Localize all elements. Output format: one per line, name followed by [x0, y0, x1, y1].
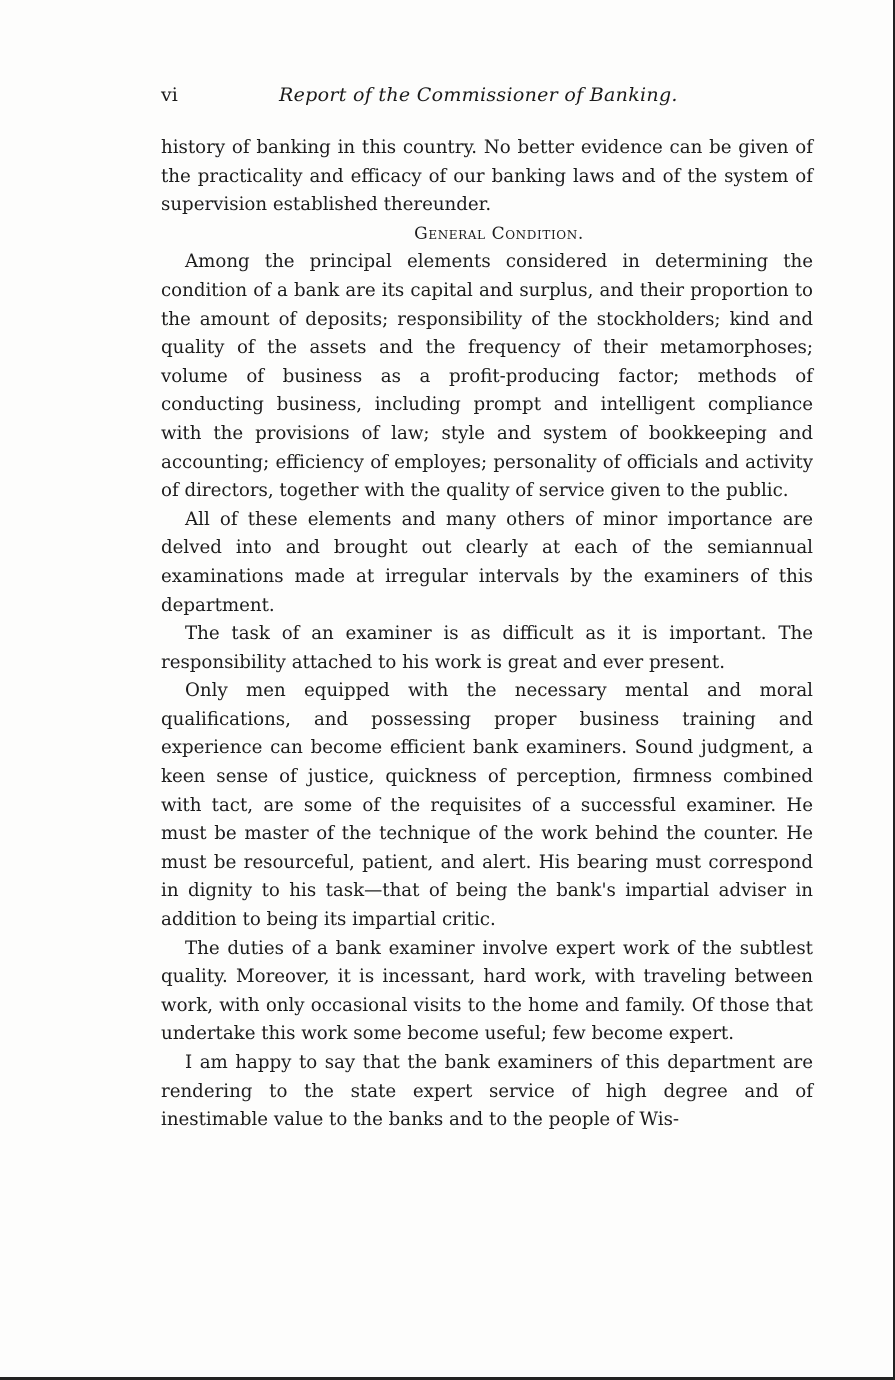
page-number: vi: [161, 84, 178, 106]
paragraph-closing: I am happy to say that the bank examiners of this department are rendering to the state expert service of high degree and of inestimable value to the banks and to the people of Wis-: [161, 1052, 813, 1131]
paragraph-duties: The duties of a bank examiner involve expert work of the subtlest quality. Moreover, it is incessant, hard work, with traveling between work, with only occasional visits to the home and family. Of those that undertake this work some become useful; few become expert.: [161, 937, 813, 1045]
paragraph-continuation: history of banking in this country. No better evidence can be given of the practicality and efficacy of our banking laws and of the system of supervision established thereunder.: [161, 137, 813, 216]
running-title: Report of the Commissioner of Banking.: [279, 84, 678, 106]
paragraph-elements: Among the principal elements considered in determining the condition of a bank are its capital and surplus, and their proportion to the amount of deposits; responsibility of the stockholders; kind and quality of the assets and the frequency of their metamorphoses; volume of business as a profit-producing factor; methods of conducting business, including prompt and intelligent compliance with the provisions of law; style and system of bookkeeping and accounting; efficiency of employes; personality of officials and activity of directors, together with the quality of service given to the public.: [161, 251, 813, 502]
running-head: [161, 84, 811, 114]
paragraph-task: The task of an examiner is as difficult as it is important. The responsibility attached to his work is great and ever present.: [161, 623, 813, 673]
paragraph-qualifications: Only men equipped with the necessary mental and moral qualifications, and possessing proper business training and experience can become efficient bank examiners. Sound judgment, a keen sense of justice, quickness of perception, firmness combined with tact, are some of the requisites of a successful examiner. He must be master of the technique of the work behind the counter. He must be resourceful, patient, and alert. His bearing must correspond in dignity to his task—that of being the bank's impartial adviser in addition to being its impartial critic.: [161, 680, 813, 931]
body-text: [161, 134, 813, 1135]
section-heading: General Condition.: [414, 223, 584, 244]
paragraph-examinations: All of these elements and many others of minor importance are delved into and brought out clearly at each of the semiannual examinations made at irregular intervals by the examiners of this department.: [161, 508, 813, 616]
